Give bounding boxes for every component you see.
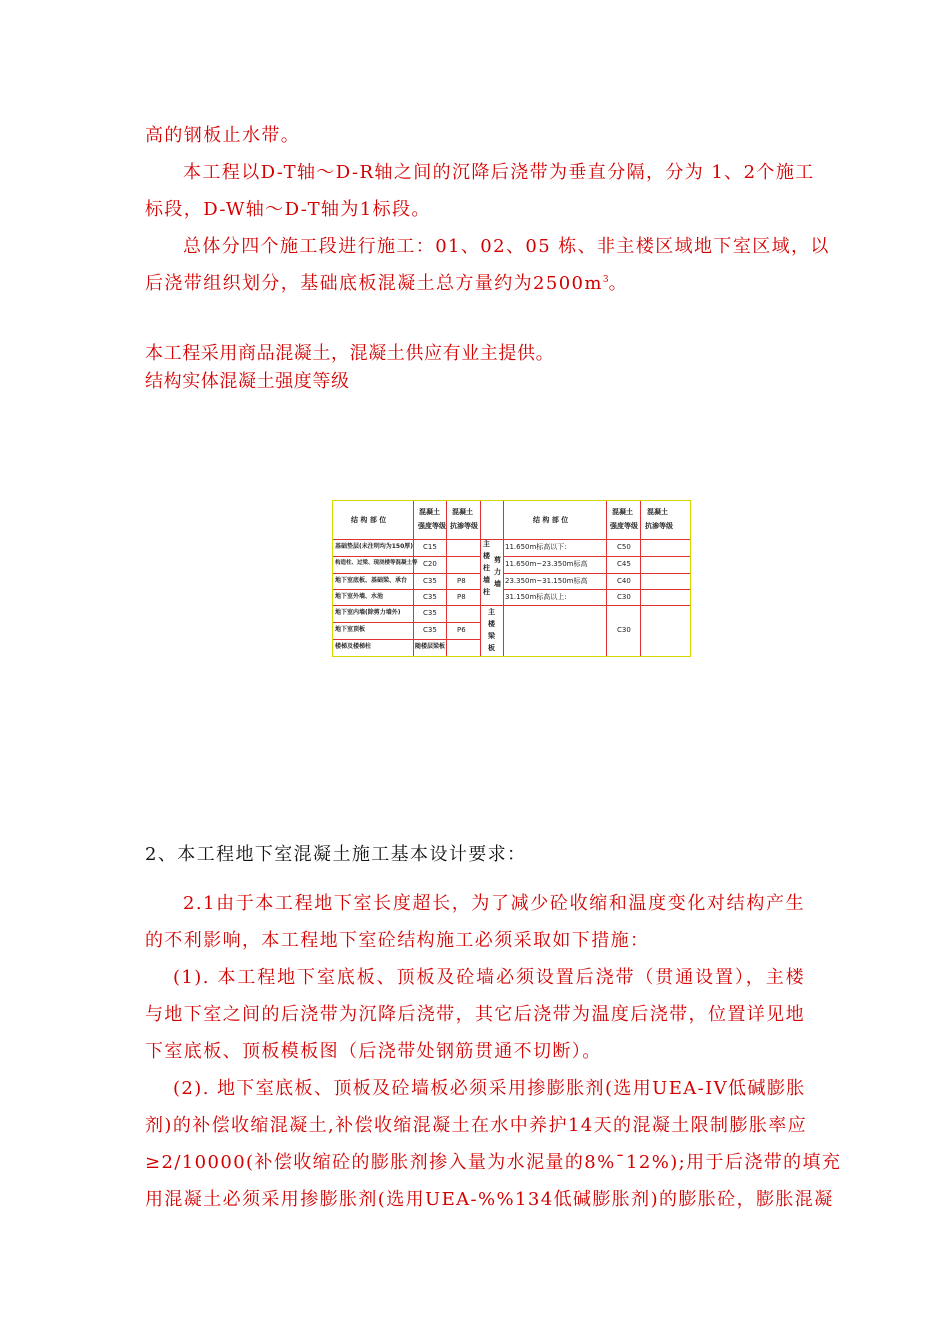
table-row-part: 楼梯及楼梯柱 [335, 643, 372, 650]
text-line-17-content: 用混凝土必须采用掺膨胀剂(选用UEA-%%134低碱膨胀剂)的膨胀砼，膨胀混凝 [145, 1189, 834, 1210]
table-header-part-left: 结 构 部 位 [351, 516, 387, 524]
group-label-char: 柱 [483, 564, 490, 572]
table-row-part: 地下室底板、基础梁、承台 [335, 577, 408, 584]
group-label-char: 剪 [494, 556, 501, 564]
text-line-15 [145, 1115, 808, 1136]
table-row-part: 地下室内墙(除剪力墙外) [335, 609, 401, 616]
table-row-part: 11.650m标高以下: [505, 543, 567, 551]
table-header-grade-right-2: 强度等级 [610, 522, 638, 530]
group-label-char: 墙 [483, 576, 490, 584]
table-row-grade: C30 [617, 593, 631, 601]
table-header-imp-right-1: 混凝土 [647, 508, 668, 516]
text-line-4-content: 总体分四个施工段进行施工：01、02、05 栋、非主楼区域地下室区域，以 [183, 236, 830, 257]
table-row-grade: 随楼层梁板 [415, 643, 446, 650]
table-row-grade: C35 [423, 577, 437, 585]
group-label-char: 板 [488, 644, 495, 652]
text-line-5 [145, 275, 628, 293]
table-row-part: 31.150m标高以上: [505, 593, 567, 601]
table-row-part: 地下室顶板 [335, 626, 366, 633]
table-header-grade-left-2: 强度等级 [418, 522, 446, 530]
table-row-grade: C30 [617, 626, 631, 634]
table-row-imp: P8 [457, 577, 466, 585]
group-label-char: 楼 [488, 620, 495, 628]
table-row-grade: C35 [423, 626, 437, 634]
text-line-14-content: (2). 地下室底板、顶板及砼墙板必须采用掺膨胀剂(选用UEA-IV低碱膨胀 [173, 1078, 806, 1099]
text-line-14 [173, 1080, 805, 1098]
table-header-imp-left-1: 混凝土 [452, 508, 473, 516]
text-line-12-content: 与地下室之间的后浇带为沉降后浇带，其它后浇带为温度后浇带，位置详见地 [145, 1004, 805, 1025]
text-line-1: 高的钢板止水带。 [145, 125, 301, 146]
text-line-7: 结构实体混凝土强度等级 [145, 371, 350, 392]
text-line-4 [183, 236, 830, 257]
table-header-grade-right-1: 混凝土 [612, 508, 633, 516]
section-2-heading: 2、本工程地下室混凝土施工基本设计要求： [145, 844, 527, 865]
concrete-grade-table [332, 500, 691, 657]
table-row-grade: C45 [617, 560, 631, 568]
group-label-char: 柱 [483, 588, 490, 596]
table-row-grade: C35 [423, 593, 437, 601]
text-line-10: 的不利影响，本工程地下室砼结构施工必须采取如下措施： [145, 930, 650, 951]
text-line-15-content: 剂)的补偿收缩混凝土,补偿收缩混凝土在水中养护14天的混凝土限制膨胀率应 [145, 1115, 808, 1136]
group-label-char: 力 [494, 568, 501, 576]
text-line-9 [183, 895, 805, 913]
table-row-part: 基础垫层(未注明均为150厚) [335, 543, 414, 550]
table-header-imp-right-2: 抗渗等级 [645, 522, 673, 530]
text-line-16 [145, 1152, 842, 1173]
text-line-9-content: 2.1由于本工程地下室长度超长，为了减少砼收缩和温度变化对结构产生 [183, 893, 805, 914]
group-label-char: 楼 [483, 552, 490, 560]
text-line-5-main: 后浇带组织划分，基础底板混凝土总方量约为2500m [145, 273, 603, 294]
text-line-2 [183, 162, 815, 183]
text-line-3: 标段，D-W轴～D-T轴为1标段。 [145, 199, 431, 220]
text-line-17 [145, 1189, 834, 1210]
table-row-grade: C40 [617, 577, 631, 585]
table-header-grade-left-1: 混凝土 [419, 508, 440, 516]
text-line-6: 本工程采用商品混凝土，混凝土供应有业主提供。 [145, 343, 555, 364]
group-label-char: 主 [488, 608, 495, 616]
table-header-part-right: 结 构 部 位 [533, 516, 569, 524]
table-row-grade: C15 [423, 543, 437, 551]
group-label-char: 主 [483, 540, 490, 548]
table-row-imp: P8 [457, 593, 466, 601]
text-line-12 [145, 1006, 805, 1024]
superscript-3: 3 [602, 275, 609, 285]
text-line-13: 下室底板、顶板模板图（后浇带处钢筋贯通不切断）。 [145, 1041, 602, 1062]
text-line-16-content: ≥2/10000(补偿收缩砼的膨胀剂掺入量为水泥量的8%¯12%);用于后浇带的填充 [145, 1152, 842, 1173]
table-row-grade: C35 [423, 609, 437, 617]
table-row-part: 11.650m~23.350m标高 [505, 560, 588, 568]
table-row-part: 23.350m~31.150m标高 [505, 577, 588, 585]
group-label-char: 墙 [494, 580, 501, 588]
text-line-2-content: 本工程以D-T轴～D-R轴之间的沉降后浇带为垂直分隔，分为 1、2个施工 [183, 162, 815, 183]
group-label-char: 梁 [488, 632, 495, 640]
text-line-11 [173, 969, 805, 987]
table-header-imp-left-2: 抗渗等级 [450, 522, 478, 530]
table-row-imp: P6 [457, 626, 466, 634]
text-line-11-content: (1). 本工程地下室底板、顶板及砼墙必须设置后浇带（贯通设置），主楼 [173, 967, 805, 988]
table-row-part: 构造柱、过梁、现浇楼等混凝土等 [335, 560, 418, 566]
text-line-5-end: 。 [608, 273, 629, 294]
table-row-grade: C50 [617, 543, 631, 551]
table-row-grade: C20 [423, 560, 437, 568]
table-row-part: 地下室外墙、水池 [335, 593, 384, 600]
